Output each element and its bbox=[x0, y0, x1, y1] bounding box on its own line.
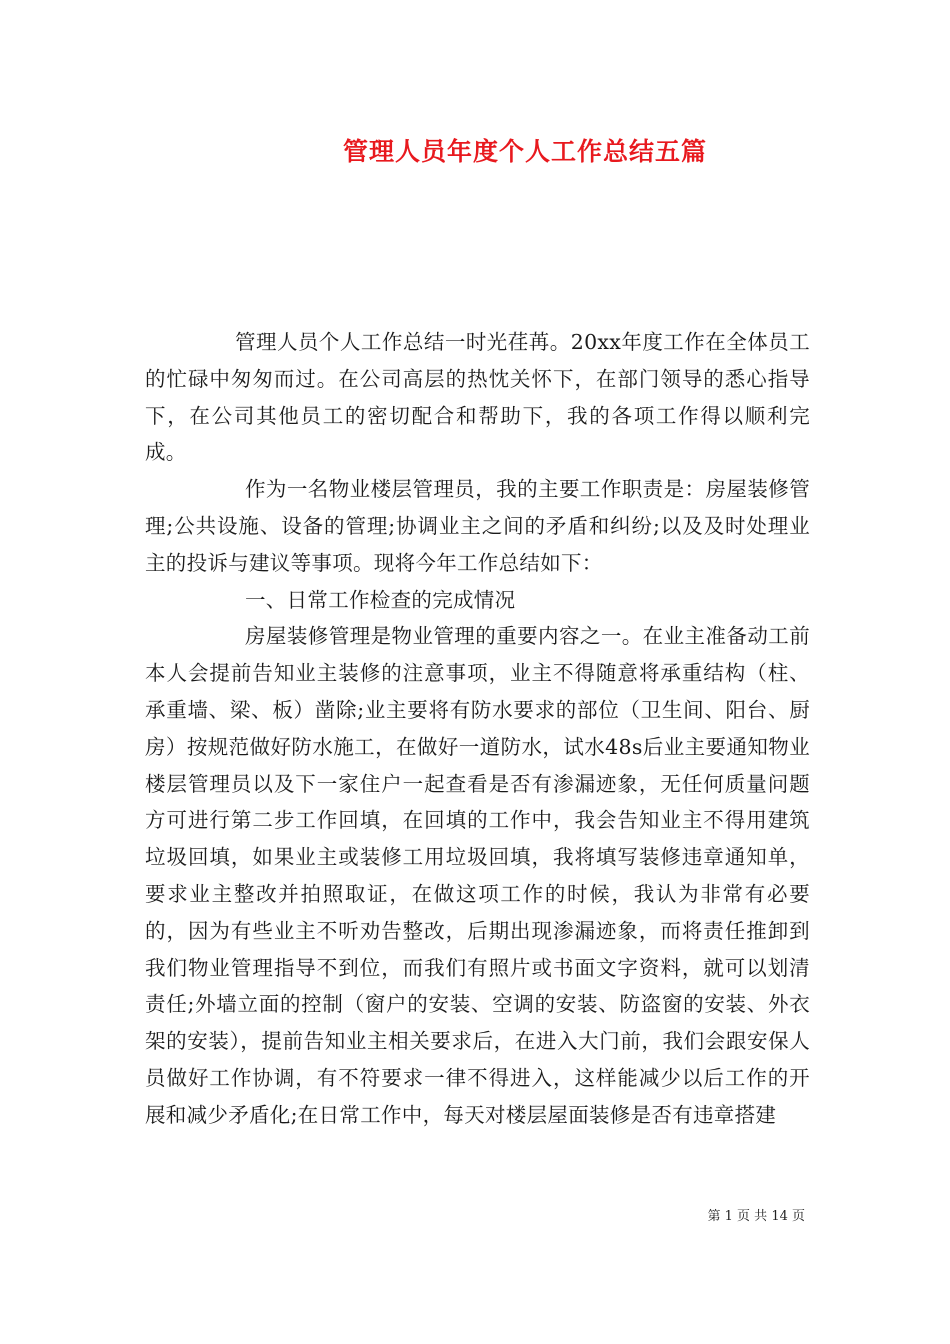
page-number: 第 1 页 共 14 页 bbox=[707, 1209, 805, 1224]
section-heading: 一、日常工作检查的完成情况 bbox=[245, 587, 516, 612]
document-title: 管理人员年度个人工作总结五篇 bbox=[342, 137, 707, 166]
paragraph-intro: 管理人员个人工作总结一时光荏苒。20xx年度工作在全体员工的忙碌中匆匆而过。在公司高层的热忱关怀下，在部门领导的悉心指导下，在公司其他员工的密切配合和帮助下，我的各项工作得以顺利完成。 bbox=[145, 330, 810, 465]
document-body bbox=[145, 324, 810, 1134]
paragraph-duties: 作为一名物业楼层管理员，我的主要工作职责是：房屋装修管理;公共设施、设备的管理;协调业主之间的矛盾和纠纷;以及及时处理业主的投诉与建议等事项。现将今年工作总结如下： bbox=[145, 477, 810, 575]
paragraph-renovation: 房屋装修管理是物业管理的重要内容之一。在业主准备动工前本人会提前告知业主装修的注意事项，业主不得随意将承重结构（柱、承重墙、梁、板）凿除;业主要将有防水要求的部位（卫生间、阳台、厨房）按规范做好防水施工，在做好一道防水，试水48s后业主要通知物业楼层管理员以及下一家住户一起查看是否有渗漏迹象，无任何质量问题方可进行第二步工作回填，在回填的工作中，我会告知业主不得用建筑垃圾回填，如果业主或装修工用垃圾回填，我将填写装修违章通知单，要求业主整改并拍照取证，在做这项工作的时候，我认为非常有必要的，因为有些业主不听劝告整改，后期出现渗漏迹象，而将责任推卸到我们物业管理指导不到位，而我们有照片或书面文字资料，就可以划清责任;外墙立面的控制（窗户的安装、空调的安装、防盗窗的安装、外衣架的安装），提前告知业主相关要求后，在进入大门前，我们会跟安保人员做好工作协调，有不符要求一律不得进入，这样能减少以后工作的开展和减少矛盾化;在日常工作中，每天对楼层屋面装修是否有违章搭建 bbox=[145, 624, 810, 1127]
